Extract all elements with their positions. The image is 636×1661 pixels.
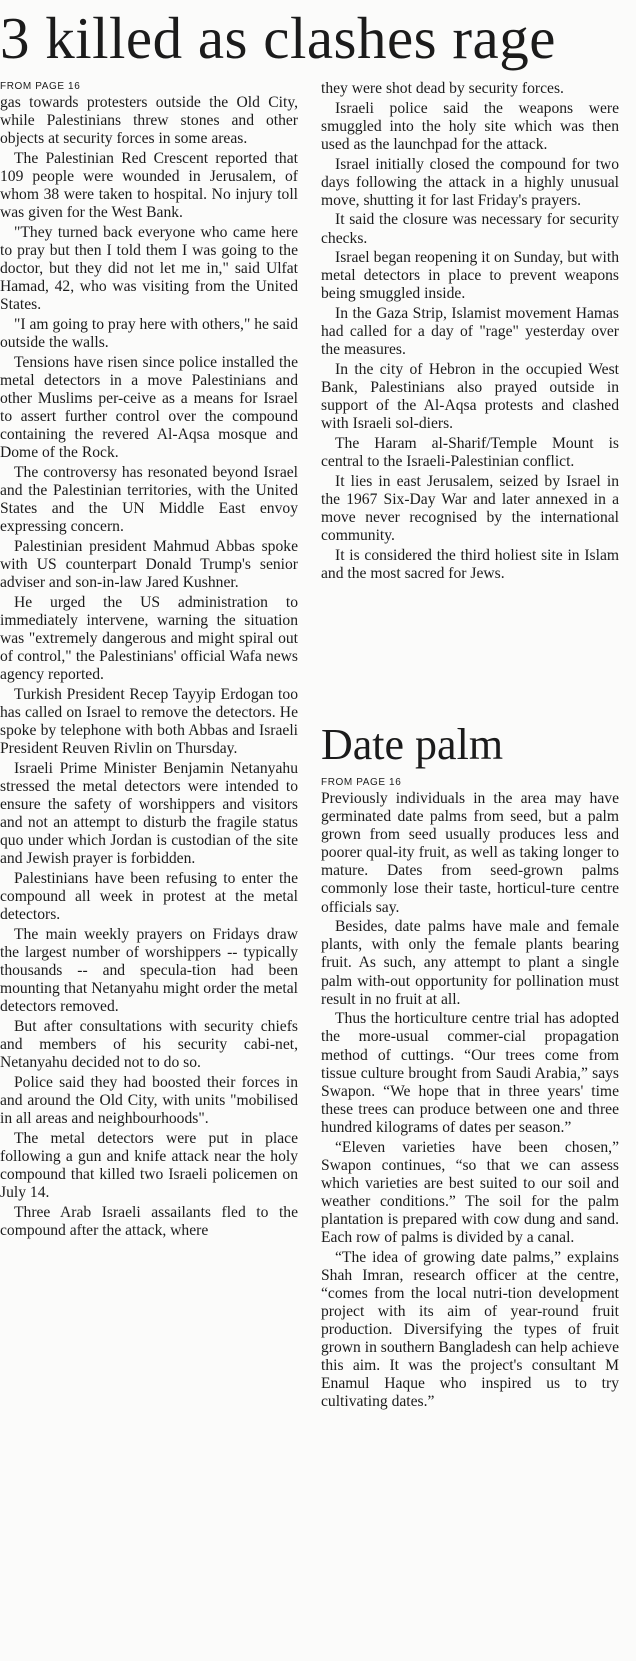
- article-paragraph: gas towards protesters outside the Old City, while Palestinians threw stones and other objects at security forces in some areas.: [0, 94, 298, 148]
- article-paragraph: In the Gaza Strip, Islamist movement Hamas had called for a day of "rage" yesterday over the measures.: [321, 305, 619, 359]
- article-paragraph: Israeli police said the weapons were smuggled into the holy site which was then used as the launchpad for the attack.: [321, 99, 619, 153]
- article-paragraph: In the city of Hebron in the occupied West Bank, Palestinians also prayed outside in support of the Al-Aqsa protests and clashed with Israeli sol-diers.: [321, 360, 619, 433]
- article-paragraph: The metal detectors were put in place following a gun and knife attack near the holy compound that killed two Israeli policemen on July 14.: [0, 1129, 298, 1201]
- article-paragraph: The Haram al-Sharif/Temple Mount is central to the Israeli-Palestinian conflict.: [321, 434, 619, 471]
- article-paragraph: It is considered the third holiest site in Islam and the most sacred for Jews.: [321, 546, 619, 582]
- second-article-dateline: FROM PAGE 16: [321, 777, 402, 788]
- second-article-column: [321, 776, 619, 1413]
- article-paragraph: But after consultations with security chiefs and members of his security cabi-net, Netanyahu decided not to do so.: [0, 1017, 298, 1071]
- article-paragraph: "I am going to pray here with others," he said outside the walls.: [0, 315, 298, 351]
- second-article-headline: Date palm: [321, 720, 504, 769]
- article-paragraph: The Palestinian Red Crescent reported that 109 people were wounded in Jerusalem, of whom 38 were taken to hospital. No injury toll was given for the West Bank.: [0, 149, 298, 222]
- article-paragraph: He urged the US administration to immediately intervene, warning the situation was "extremely dangerous and might spiral out of control," the Palestinians' official Wafa news agency reported.: [0, 593, 298, 684]
- article-paragraph: “Eleven varieties have been chosen,” Swapon continues, “so that we can assess which varieties are best suited to our soil and weather conditions.” The soil for the palm plantation is prepared with cow dung and sand. Each row of palms is divided by a canal.: [321, 1138, 619, 1247]
- article-paragraph: Palestinians have been refusing to enter the compound all week in protest at the metal detectors.: [0, 869, 298, 924]
- article-paragraph: Three Arab Israeli assailants fled to the compound after the attack, where: [0, 1203, 298, 1239]
- article-headline: 3 killed as clashes rage: [0, 5, 556, 71]
- article-paragraph: Besides, date palms have male and female plants, with only the female plants bearing fruit. As such, any attempt to plant a single palm with-out opportunity for pollination must result in no fruit at all.: [321, 918, 619, 1008]
- article-paragraph: “The idea of growing date palms,” explains Shah Imran, research officer at the centre, “comes from the local nutri-tion development project with its aim of year-round fruit production. Diversifying the types of fruit grown in southern Bangladesh can help achieve this aim. It was the project's consultant M Enamul Haque who inspired us to try cultivating dates.”: [321, 1248, 619, 1411]
- article-paragraph: Thus the horticulture centre trial has adopted the more-usual commer-cial propagation method of cuttings. “Our trees come from tissue culture brought from Saudi Arabia,” says Swapon. “We hope that in three years' time these trees can produce between one and three hundred kilograms of dates per season.”: [321, 1010, 619, 1136]
- article-column-left: [0, 80, 298, 1241]
- article-paragraph: Israel initially closed the compound for two days following the attack in a highly unusual move, shutting it for last Friday's prayers.: [321, 155, 619, 209]
- article-paragraph: The main weekly prayers on Fridays draw the largest number of worshippers -- typically thousands -- and specula-tion had been mounting that Netanyahu might order the metal detectors removed.: [0, 925, 298, 1016]
- article-paragraph: they were shot dead by security forces.: [321, 80, 564, 97]
- article-paragraph: Israel began reopening it on Sunday, but with metal detectors in place to prevent weapons being smuggled inside.: [321, 249, 619, 303]
- article-paragraph: Palestinian president Mahmud Abbas spoke with US counterpart Donald Trump's senior adviser and son-in-law Jared Kushner.: [0, 537, 298, 591]
- article-paragraph: Previously individuals in the area may have germinated date palms from seed, but a palm grown from seed usually produces less and poorer qual-ity fruit, as well as taking longer to mature. Dates from seed-grown palms commonly lose their taste, horticul-ture centre officials say.: [321, 790, 619, 916]
- article-paragraph: Turkish President Recep Tayyip Erdogan too has called on Israel to remove the detectors. He spoke by telephone with both Abbas and Israeli President Reuven Rivlin on Thursday.: [0, 685, 298, 758]
- article-paragraph: Tensions have risen since police installed the metal detectors in a move Palestinians and other Muslims per-ceive as a means for Israel to assert further control over the compound containing the revered Al-Aqsa mosque and Dome of the Rock.: [0, 353, 298, 462]
- article-paragraph: The controversy has resonated beyond Israel and the Palestinian territories, with the United States and the UN Middle East envoy expressing concern.: [0, 463, 298, 536]
- article-paragraph: Israeli Prime Minister Benjamin Netanyahu stressed the metal detectors were intended to ensure the safety of worshippers and visitors and not an attempt to disturb the fragile status quo under which Jordan is custodian of the site and Jewish prayer is forbidden.: [0, 759, 298, 868]
- article-paragraph: "They turned back everyone who came here to pray but then I told them I was going to the doctor, but they did not let me in," said Ulfat Hamad, 42, who was visiting from the United States.: [0, 223, 298, 314]
- article-paragraph: Police said they had boosted their forces in and around the Old City, with units "mobilised in all areas and neighbourhoods".: [0, 1073, 298, 1127]
- article-paragraph: It said the closure was necessary for security checks.: [321, 211, 619, 247]
- article-column-right: [321, 80, 619, 584]
- article-paragraph: It lies in east Jerusalem, seized by Israel in the 1967 Six-Day War and later annexed in a move never recognised by the international community.: [321, 472, 619, 544]
- article-dateline: FROM PAGE 16: [0, 81, 81, 92]
